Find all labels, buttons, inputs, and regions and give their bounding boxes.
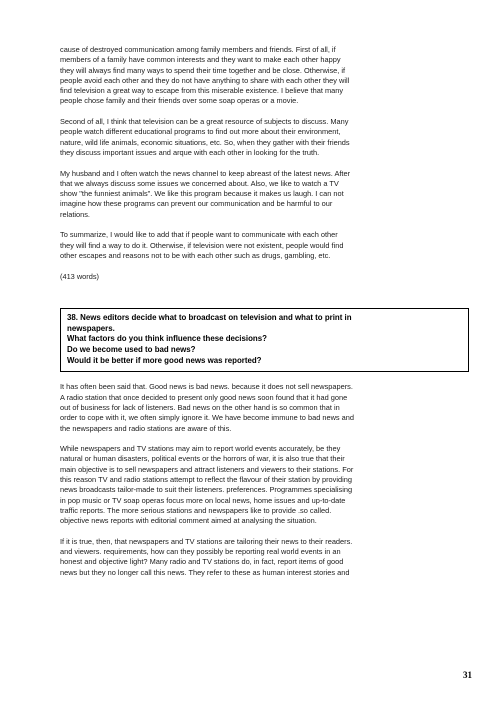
question-line-2: newspapers. [67,323,115,333]
answer-paragraph-2: While newspapers and TV stations may aim to report world events accurately, be they natural or human disasters, political events or the horrors of war, it is also true that their main objective is to sell newspapers and attract listeners and viewers to their stations. For this reason TV and radio stations attempt to reflect the flavour of their station by providing news broadcasts tailor-made to suit their listeners. preferences. Programmes specialising in pop music or TV soap operas focus more on local news, home issues and up-to-date traffic reports. The more serious stations and newspapers like to provide .so called. objective news reports with editorial comment aimed at analysing the situation. [60,444,354,526]
answer-paragraph-3: If it is true, then, that newspapers and TV stations are tailoring their news to their readers. and viewers. requirements, how can they possibly be reporting real world events in an honest and objective light? Many radio and TV stations do, in fact, report items of good news but they no longer call this news. They refer to these as human interest stories and [60,536,353,577]
word-count: (413 words) [60,271,100,281]
essay-paragraph-4: To summarize, I would like to add that if people want to communicate with each other they will find a way to do it. Otherwise, if television were not existent, people would find other escapes and reasons not to be with each other such as drugs, gambling, etc. [60,230,344,260]
essay-paragraph-2: Second of all, I think that television can be a great resource of subjects to discuss. Many people watch different educational programs to find out more about their environment, nature, wild life animals, economic situations, etc. So, when they gather with their friends they discuss important issues and arque with each other in looking for the truth. [60,117,350,157]
page-number: 31 [463,670,472,680]
answer-paragraph-1: It has often been said that. Good news is bad news. because it does not sell newspapers. A radio station that once decided to present only good news soon found that it had gone out of business for lack of listeners. Bad news on the other hand is so common that in order to cope with it, we often simply ignore it. We have become immune to bad news and the newspapers and radio stations are aware of this. [60,382,354,433]
page-content [60,45,469,578]
question-line-5: Would it be better if more good news was reported? [67,356,262,366]
question-line-3: What factors do you think influence these decisions? [67,334,267,344]
question-line-1: 38. News editors decide what to broadcast on television and what to print in [67,312,352,322]
essay-paragraph-3: My husband and I often watch the news channel to keep abreast of the latest news. After that we always discuss some issues we concerned about. Also, we like to watch a TV show "the funniest animals". We like this program because it makes us laugh. I can not imagine how these programs can prevent our communication and be harmful to our relations. [60,168,351,219]
question-box [60,308,469,372]
essay-paragraph-1: cause of destroyed communication among family members and friends. First of all, if members of a family have common interests and they want to make each other happy they will always find many ways to spend their time together and be close. Otherwise, if people avoid each other and they do not have anything to share with each other they will find television a great way to escape from this miserable existence. I believe that many people chose family and their friends over some soap operas or a movie. [60,45,350,106]
question-line-4: Do we become used to bad news? [67,345,196,355]
